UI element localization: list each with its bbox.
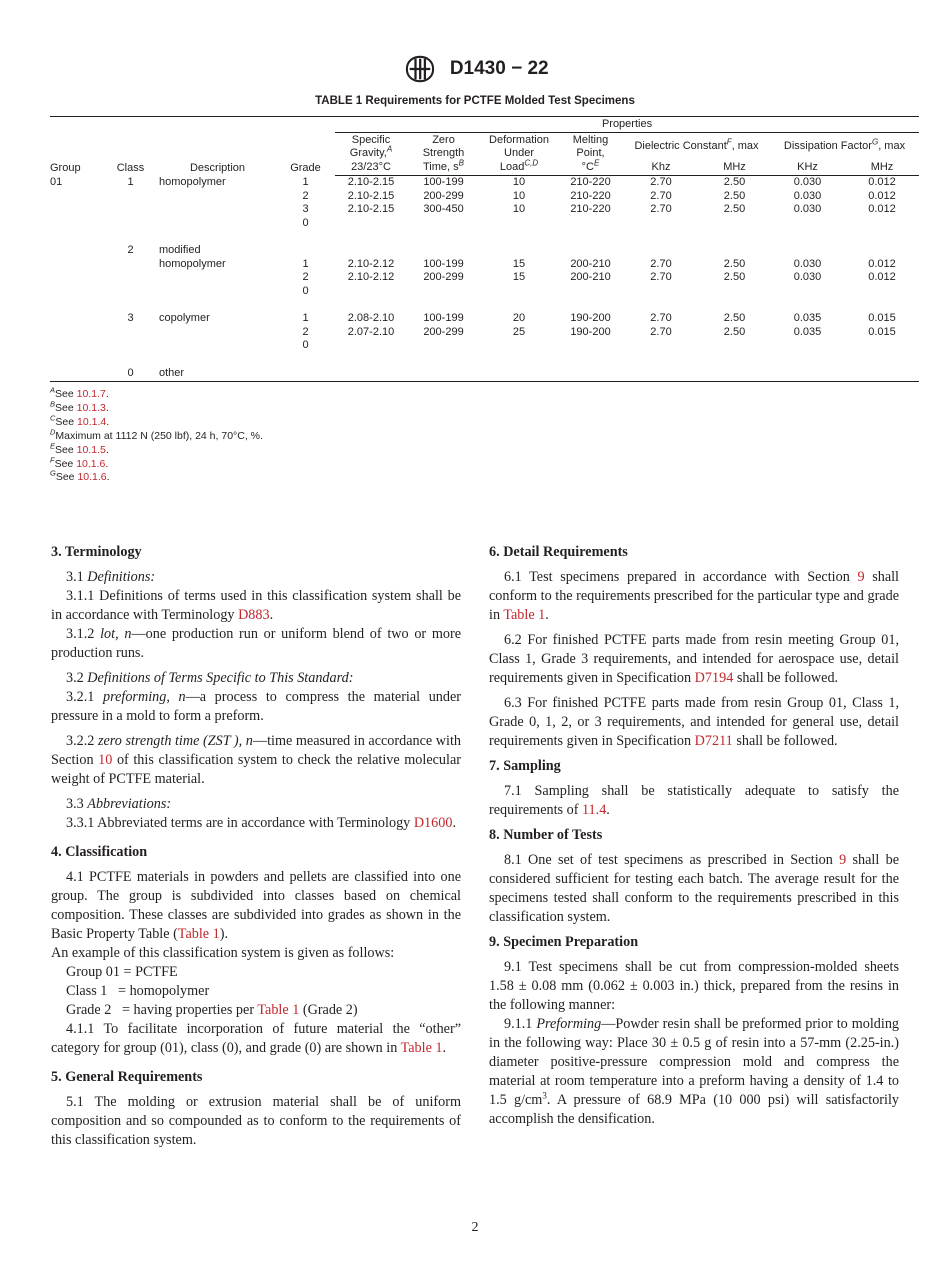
- header-deformation-3: Load$^{C,D}$: [480, 161, 558, 176]
- header-specific-gravity-1: Specific: [351, 133, 391, 146]
- section-8-heading: 8. Number of Tests: [489, 827, 603, 843]
- table-row: 3 2.10-2.15 300-450 10 210-220 2.70 2.50 0.030 0.012: [302, 203, 896, 215]
- header-dissipation: Dissipation Factor$^G$, max: [783, 137, 906, 153]
- paragraph-3-1: 3.1 Definitions:: [66, 569, 156, 585]
- link-table-1[interactable]: Table 1: [257, 1002, 300, 1018]
- class-cell: 2: [127, 244, 134, 256]
- paragraph-4-1-example: An example of this classification system is given as follows:: [51, 945, 395, 961]
- paragraph-5-1: 5.1 The molding or extrusion material shall be of uniform composition and so compounded as to conform to the requirements of this classification system.: [51, 1094, 461, 1148]
- header-description: Description: [189, 162, 246, 174]
- header-class: Class: [116, 162, 145, 174]
- description-cell: homopolymer: [159, 257, 226, 270]
- link-d7194[interactable]: D7194: [694, 670, 734, 686]
- footnote-link[interactable]: 10.1.7: [76, 388, 106, 400]
- footnote-link[interactable]: 10.1.4: [77, 415, 107, 428]
- header-specific-gravity-2: Gravity,$^A$: [349, 144, 393, 159]
- footnote: $^F$See 10.1.6.: [50, 455, 109, 470]
- class-cell: 3: [127, 312, 134, 324]
- footnote-link[interactable]: 10.1.3: [76, 401, 106, 414]
- paragraph-6-2: 6.2 For finished PCTFE parts made from resin meeting Group 01, Class 1, Grade 3 requirements, and intended for aerospace use, detail requirements given in Specification D7194 shall be followed.: [489, 632, 899, 686]
- section-5-heading: 5. General Requirements: [51, 1069, 203, 1085]
- table-footnotes: [50, 385, 263, 485]
- paragraph-3-1-1: 3.1.1 Definitions of terms used in this classification system shall be in accordance with Terminology D883.: [51, 588, 461, 623]
- paragraph-8-1: 8.1 One set of test specimens as prescribed in Section 9 shall be considered sufficient for testing each batch. The average result for the specimens tested shall conform to the requirements prescribed in this classification system.: [489, 852, 899, 925]
- header-grade: Grade: [290, 162, 321, 174]
- paragraph-9-1: 9.1 Test specimens shall be cut from compression-molded sheets 1.58 ± 0.08 mm (0.062 ± 0.003 in.) thick, prepared from the resins in the following manner:: [489, 959, 899, 1013]
- right-column: [489, 543, 899, 1129]
- table-row: homopolymer 1 2.10-2.12 100-199 15 200-210 2.70 2.50 0.030 0.012: [159, 257, 896, 270]
- header-deformation-2: Under: [504, 147, 534, 159]
- paragraph-9-1-1: 9.1.1 Preforming—Powder resin shall be preformed prior to molding in the following way: Place 30 ± 0.5 g of resin into a 57-mm (2.25-in.) diameter positive-pressure compression mold and compress the material at room temperature into a preform having a density of 1.4 to 1.5 $g/cm^3$. A pressure of 68.9 MPa (10 000 psi) will satisfactorily accomplish the densification.: [489, 1016, 900, 1127]
- link-section-10[interactable]: 10: [98, 752, 113, 768]
- paragraph-3-2-1: 3.2.1 preforming, n—a process to compress the material under pressure in a mold to form a preform.: [51, 689, 462, 724]
- table-row: 0: [302, 284, 309, 297]
- example-line: Grade 2 = having properties per Table 1 (Grade 2): [66, 1002, 358, 1018]
- paragraph-6-3: 6.3 For finished PCTFE parts made from resin Group 01, Class 1, Grade 0, 1, 2, or 3 requirements, and intended for general use, detail requirements given in Specification D7211 shall be followed.: [489, 695, 899, 749]
- section-9-heading: 9. Specimen Preparation: [489, 934, 639, 950]
- group-cell: 01: [50, 175, 63, 188]
- header-df-mhz: MHz: [845, 161, 919, 176]
- paragraph-3-2-2: 3.2.2 zero strength time (ZST ), n—time measured in accordance with Section 10 of this classification system to check the relative molecular weight of PCTFE material.: [51, 733, 461, 787]
- link-table-1[interactable]: Table 1: [400, 1040, 443, 1056]
- paragraph-3-3-1: 3.3.1 Abbreviated terms are in accordance with Terminology D1600.: [66, 815, 456, 831]
- page-header: [0, 54, 950, 84]
- table-row: 2 2.10-2.12 200-299 15 200-210 2.70 2.50 0.030 0.012: [302, 271, 896, 283]
- example-line: Class 1 = homopolymer: [66, 983, 210, 999]
- description-cell: modified: [159, 244, 201, 256]
- table-row: 0: [302, 216, 309, 229]
- header-melting-2: Point,: [576, 147, 605, 159]
- page-number: 2: [471, 1220, 479, 1235]
- header-specific-gravity-3: 23/23°C: [335, 161, 407, 176]
- link-table-1[interactable]: Table 1: [177, 926, 220, 942]
- example-line: Group 01 = PCTFE: [66, 964, 178, 980]
- table-row: 2 2.10-2.15 200-299 10 210-220 2.70 2.50 0.030 0.012: [302, 189, 896, 202]
- paragraph-3-1-2: 3.1.2 lot, n—one production run or uniform blend of two or more production runs.: [51, 626, 462, 661]
- paragraph-3-2: 3.2 Definitions of Terms Specific to This Standard:: [66, 670, 354, 686]
- section-4-heading: 4. Classification: [51, 844, 148, 860]
- paragraph-4-1: 4.1 PCTFE materials in powders and pellets are classified into one group. The group is subdivided into classes based on chemical composition. These classes are subdivided into grades as shown in the Basic Property Table (Table 1).: [51, 869, 461, 942]
- footnote: $^A$See 10.1.7.: [50, 385, 109, 400]
- requirements-table: [50, 116, 906, 382]
- table-row: 2 2.07-2.10 200-299 25 190-200 2.70 2.50 0.035 0.015: [302, 325, 896, 338]
- section-7-heading: 7. Sampling: [489, 758, 561, 774]
- description-cell: other: [159, 367, 276, 382]
- properties-header: Properties: [335, 117, 919, 133]
- header-zst-1: Zero: [432, 133, 455, 146]
- table-row: [50, 244, 919, 258]
- link-table-1[interactable]: Table 1: [503, 607, 546, 623]
- table-row: 01 1 homopolymer 1 2.10-2.15 100-199 10 210-220 2.70 2.50 0.030 0.012: [50, 175, 896, 188]
- header-zst-3: Time, $s^B$: [407, 161, 480, 176]
- header-deformation-1: Deformation: [489, 133, 549, 146]
- link-section-9[interactable]: 9: [857, 569, 865, 585]
- section-6-heading: 6. Detail Requirements: [489, 544, 628, 560]
- link-11-4[interactable]: 11.4: [581, 802, 607, 818]
- description-cell: copolymer: [159, 312, 210, 324]
- footnote-link[interactable]: 10.1.5: [76, 443, 106, 456]
- header-df-khz: KHz: [770, 161, 845, 176]
- header-melting-1: Melting: [572, 133, 609, 146]
- header-dielectric: Dielectric Constant$^F$, max: [634, 137, 759, 153]
- section-3-heading: 3. Terminology: [51, 544, 142, 560]
- link-d7211[interactable]: D7211: [694, 733, 733, 749]
- header-zst-2: Strength: [422, 147, 465, 159]
- document-designation: D1430 − 22: [449, 58, 549, 79]
- link-d1600[interactable]: D1600: [413, 815, 453, 831]
- link-d883[interactable]: D883: [238, 607, 270, 623]
- header-melting-3: $^\circ C^E$: [558, 161, 623, 176]
- footnote: $^B$See 10.1.3.: [50, 399, 109, 414]
- footnote-link[interactable]: 10.1.6: [76, 457, 106, 470]
- paragraph-4-1-1: 4.1.1 To facilitate incorporation of future material the “other” category for group (01), class (0), and grade (0) are shown in Table 1.: [51, 1021, 461, 1056]
- table-row: [50, 367, 919, 382]
- link-section-9[interactable]: 9: [839, 852, 847, 868]
- footnote: $^D$Maximum at 1112 N (250 lbf), 24 h, 70°C, %.: [50, 427, 263, 442]
- paragraph-3-3: 3.3 Abbreviations:: [66, 796, 172, 812]
- description-cell: homopolymer: [159, 175, 226, 188]
- table-title: TABLE 1 Requirements for PCTFE Molded Test Specimens: [315, 95, 635, 107]
- class-cell: 1: [127, 175, 134, 188]
- table-row: 3 copolymer 1 2.08-2.10 100-199 20 190-200 2.70 2.50 0.035 0.015: [50, 312, 919, 326]
- astm-logo-icon: [401, 54, 439, 84]
- left-column: [51, 543, 461, 1150]
- header-dc-khz: Khz: [623, 161, 699, 176]
- paragraph-7-1: 7.1 Sampling shall be statistically adequate to satisfy the requirements of 11.4.: [489, 783, 899, 818]
- footnote: $^E$See 10.1.5.: [50, 441, 109, 456]
- header-group: Group: [50, 162, 81, 174]
- footnote: $^G$See 10.1.6.: [50, 468, 110, 484]
- footnote-link[interactable]: 10.1.6: [77, 471, 107, 484]
- footnote: $^C$See 10.1.4.: [50, 413, 110, 428]
- paragraph-6-1: 6.1 Test specimens prepared in accordance with Section 9 shall conform to the requirements prescribed for the particular type and grade in Table 1.: [489, 569, 899, 623]
- table-row: 0: [302, 339, 309, 351]
- class-cell: 0: [102, 367, 159, 382]
- header-dc-mhz: MHz: [699, 161, 770, 176]
